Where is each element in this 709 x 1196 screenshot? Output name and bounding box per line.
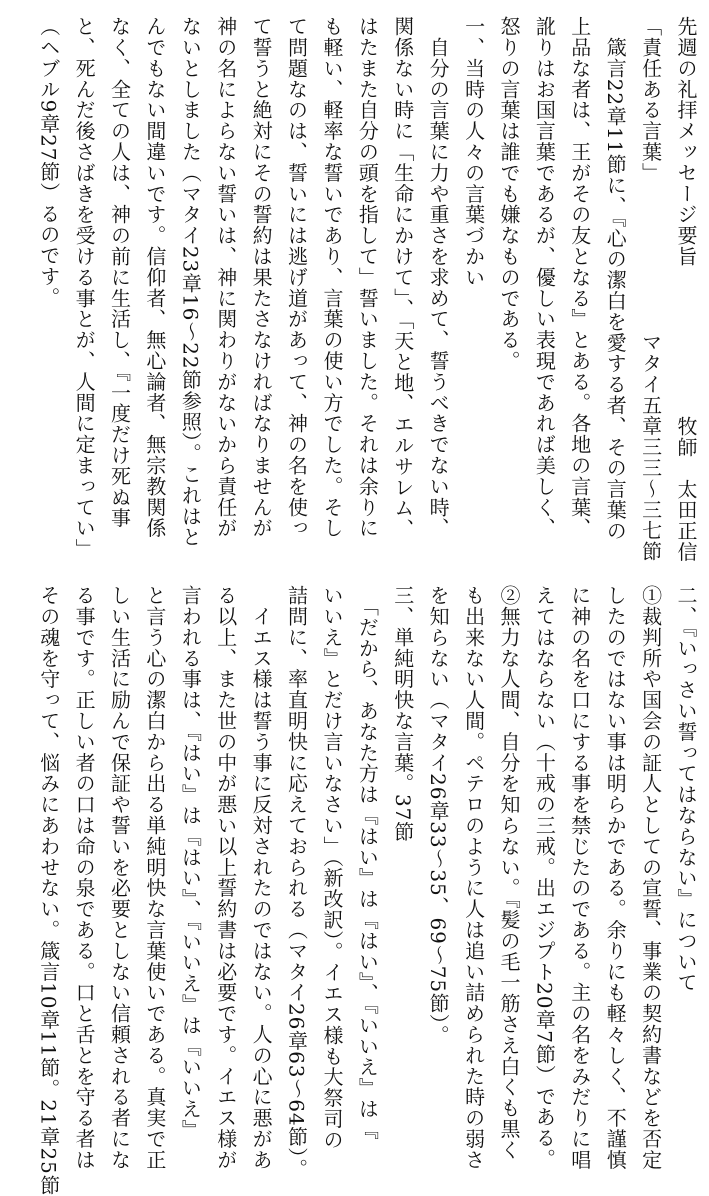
header-title: 先週の礼拝メッセージ要旨 [674, 16, 698, 267]
section-1-body [30, 16, 455, 562]
section-1-line: て問題なのは、誓いには逃げ道があって、神の名を使っ [284, 16, 309, 539]
section-3-line: 「だから、あなた方は『はい』は『はい』、『いいえ』は『 [355, 585, 380, 1141]
section-3-line: いいえ』とだけ言いなさい」（新改訳）。イエス様も大祭司の [319, 585, 344, 1151]
intro-paragraph [491, 16, 633, 562]
intro-line: 訛りはお国言葉であるが、優しい表現であれば美しく、 [532, 16, 557, 539]
section-3-body [30, 585, 384, 1196]
title-line [632, 16, 667, 562]
section-2-line: ①裁判所や国会の証人としての宣誓、事業の契約書などを否定 [638, 585, 663, 1171]
section-2-line: えてはならない（十戒の三戒。出エジプト20章7節）である。 [532, 585, 557, 1170]
section-2-body [420, 585, 668, 1171]
intro-line: 怒りの言葉は誰でも嫌なものである。 [496, 16, 521, 372]
section-3-line: る以上、また世の中が悪い以上誓約書は必要です。イエス様が [213, 585, 238, 1171]
section-1-line: んでもない間違いです。信仰者、無心論者、無宗教関係 [142, 16, 167, 539]
section-1-line: て誓うと絶対にその誓約は果たさなければなりませんが [249, 16, 274, 539]
section-1-line: 自分の言葉に力や重さを求めて、誓うべきでない時、 [426, 16, 451, 539]
header-author: 牧師 太田正信 [674, 415, 698, 562]
section-1-line: も軽い、軽率な誓いであり、言葉の使い方でした。そし [319, 16, 344, 539]
section-2-line: も出来ない人間。ペテロのように人は追い詰められた時の弱さ [461, 585, 486, 1171]
section-3-line: その魂を守って、悩みにあわせない。箴言10章11節。21章25節 [36, 585, 61, 1196]
sermon-title: 「責任ある言葉」 [638, 16, 663, 184]
section-1-line: と、死んだ後さばきを受ける事とが、人間に定まってい」 [72, 16, 97, 560]
section-3-line: しい生活に励んで保証や誓いを必要としない信頼される者にな [107, 585, 132, 1171]
section-3-line: 言われる事は、『はい』は『はい』、『いいえ』は『いいえ』 [178, 585, 203, 1141]
section-1-line: 関係ない時に「生命にかけて」、「天と地、エルサレム、 [390, 16, 415, 540]
section-1-line: はたまた自分の頭を指して」誓いました。それは余りに [355, 16, 380, 539]
header-line [668, 16, 703, 562]
section-3-line: と言う心の潔白から出る単純明快な言葉使いである。真実で正 [142, 585, 167, 1171]
section-3-heading: 三、単純明快な言葉。37節 [390, 585, 415, 843]
section-3-line: る事です。正しい者の口は命の泉である。口と舌とを守る者は [72, 585, 97, 1171]
section-2-line: を知らない（マタイ26章33〜35、69〜75節）。 [426, 585, 451, 1046]
section-1-heading: 一、当時の人々の言葉づかい [461, 16, 486, 288]
section-1-line: ないとしました（マタイ23章16〜22節参照）。これはと [178, 16, 203, 548]
section-1-line: 神の名によらない誓いは、神に関わりがないから責任が [213, 16, 238, 539]
section-1-line: （ヘブル9章27節）るのです。 [36, 16, 61, 308]
upper-text-block [30, 16, 703, 562]
section-3-line: 詰問に、率直明快に応えておられる（マタイ26章63〜64節）。 [284, 585, 309, 1180]
section-2-line: に神の名を口にする事を禁じたのである。主の名をみだりに唱 [567, 585, 592, 1171]
section-2-heading: 二、『いっさい誓ってはならない』について [674, 585, 698, 993]
intro-line: 上品な者は、王がその友となる』とある。各地の言葉、 [567, 16, 592, 539]
section-1-line: なく、全ての人は、神の前に生活し、『一度だけ死ぬ事 [107, 16, 132, 529]
intro-line: 箴言22章11節に、『心の潔白を愛する者、その言葉の [603, 16, 628, 542]
section-3-line: イエス様は誓う事に反対されたのではない。人の心に悪があ [249, 585, 274, 1171]
section-2-line: ②無力な人間、自分を知らない。『髪の毛一筋さえ白くも黒く [496, 585, 521, 1161]
section-2-line: したのではない事は明らかである。余りにも軽々しく、不謹慎 [603, 585, 628, 1171]
scripture-reference: マタイ五章三三〜三七節 [638, 332, 663, 562]
lower-text-block [30, 585, 703, 1196]
